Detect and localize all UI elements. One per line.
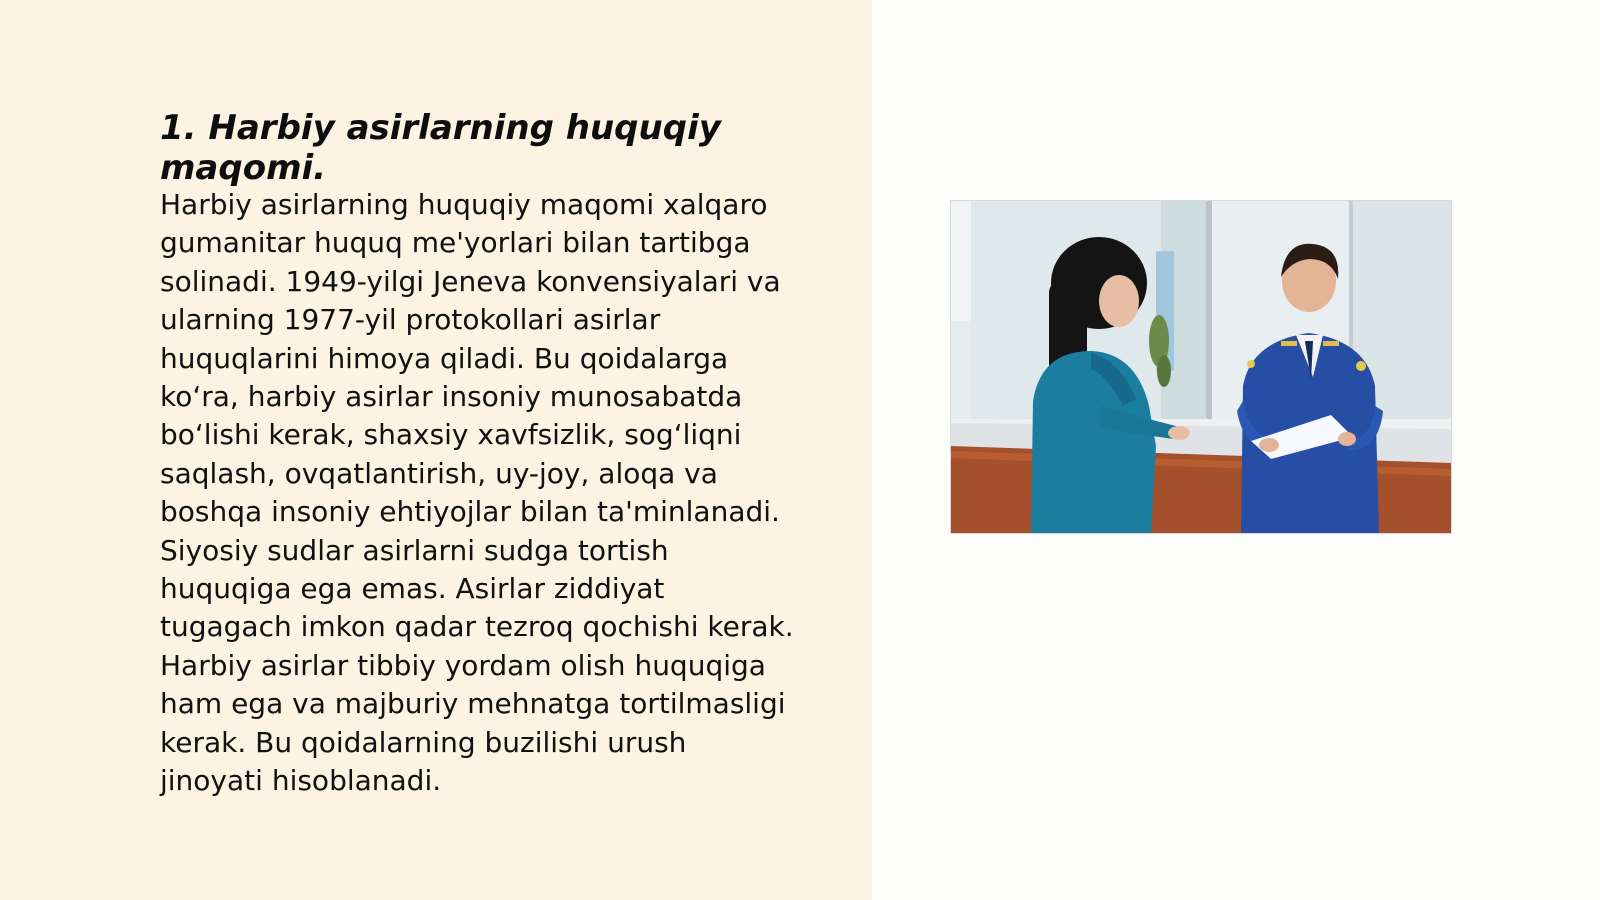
photo-illustration [951, 201, 1451, 533]
office-consultation-photo [950, 200, 1452, 534]
slide-title: 1. Harbiy asirlarning huquqiy maqomi. [160, 108, 721, 188]
slide-body-text: Harbiy asirlarning huquqiy maqomi xalqaro gumanitar huquq me'yorlari bilan tartibga solinadi. 1949-yilgi Jeneva konvensiyalari va ularning 1977-yil protokollari asirlar huquqlarini himoya qiladi. Bu qoidalarga ko‘ra, harbiy asirlar insoniy munosabatda bo‘lishi kerak, shaxsiy xavfsizlik, sog‘liqni saqlash, ovqatlantirish, uy-joy, aloqa va boshqa insoniy ehtiyojlar bilan ta'minlanadi. Siyosiy sudlar asirlarni sudga tortish huquqiga ega emas. Asirlar ziddiyat tugagach imkon qadar tezroq qochishi kerak. Harbiy asirlar tibbiy yordam olish huquqiga ham ega va majburiy mehnatga tortilmasligi kerak. Bu qoidalarning buzilishi urush jinoyati hisoblanadi. [160, 188, 794, 798]
